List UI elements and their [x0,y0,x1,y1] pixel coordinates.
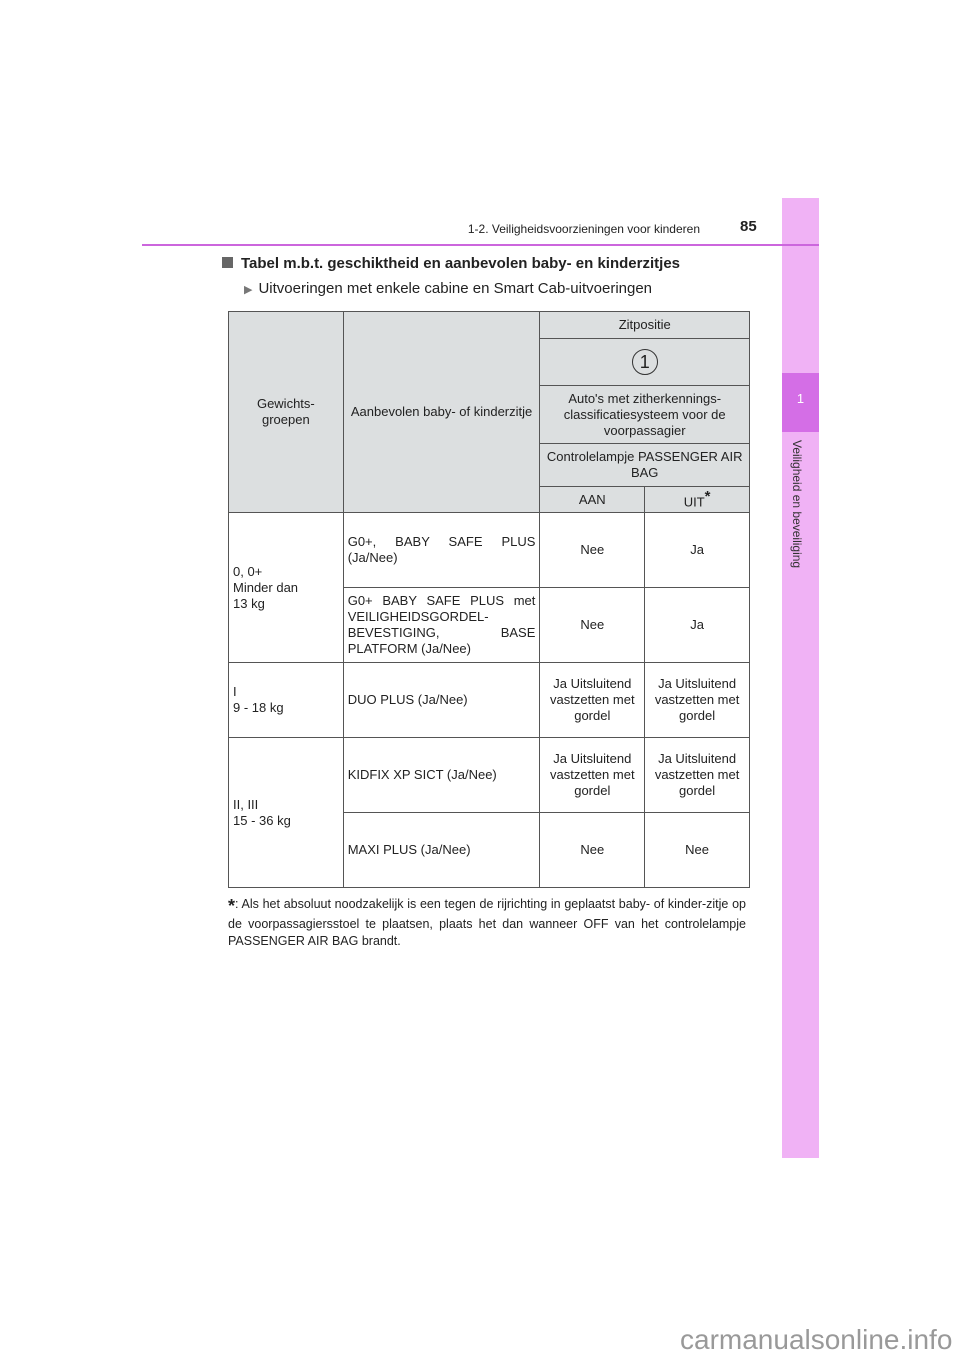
triangle-bullet-icon: ▶ [244,284,253,296]
aan-cell: Nee [540,813,645,888]
seat-cell: G0+, BABY SAFE PLUS (Ja/Nee) [343,513,540,588]
seat-cell: G0+ BABY SAFE PLUS met VEILIGHEIDSGORDEL-BEVESTIGING, BASE PLATFORM (Ja/Nee) [343,588,540,663]
subheading-text: Uitvoeringen met enkele cabine en Smart Cab-uitvoeringen [258,280,653,297]
seat-cell: MAXI PLUS (Ja/Nee) [343,813,540,888]
weight-group-line: 13 kg [233,595,265,611]
weight-group-line: 0, 0+ [233,563,263,579]
header-seat: Aanbevolen baby- of kinderzitje [343,312,540,513]
uit-cell: Ja Uitsluitend vastzetten met gordel [645,663,750,738]
heading-text: Tabel m.b.t. geschiktheid en aanbevolen baby- en kinderzitjes [241,255,680,272]
uit-cell: Ja [645,588,750,663]
weight-group-line: Minder dan [233,579,299,595]
seat-cell: KIDFIX XP SICT (Ja/Nee) [343,738,540,813]
header-position [540,339,750,386]
weight-group-line: 15 - 36 kg [233,812,291,828]
weight-group-line: II, III [233,796,259,812]
uit-cell: Ja [645,513,750,588]
chapter-label-text: Veiligheid en beveiliging [790,440,804,569]
header-classification: Auto's met zitherkennings- classificatiesysteem voor de voorpassagier [540,386,750,444]
chapter-tab: 1 [782,373,819,432]
weight-group [229,513,344,663]
watermark: carmanualsonline.info [680,1324,953,1355]
header-uit [645,487,750,513]
seat-suitability-table [228,311,750,888]
aan-cell: Ja Uitsluitend vastzetten met gordel [540,738,645,813]
position-number: 1 [632,349,658,375]
seat-cell: DUO PLUS (Ja/Nee) [343,663,540,738]
header-aan: AAN [540,487,645,513]
weight-group [229,738,344,888]
square-bullet-icon [222,257,233,268]
uit-cell: Nee [645,813,750,888]
footnote-mark: * [228,896,236,916]
uit-cell: Ja Uitsluitend vastzetten met gordel [645,738,750,813]
table-row [229,738,750,813]
weight-group-line: I [233,684,237,700]
header-rule [142,244,819,246]
aan-cell: Ja Uitsluitend vastzetten met gordel [540,663,645,738]
side-strip [782,198,819,1158]
footnote [228,896,746,951]
chapter-label [782,440,819,600]
uit-label: UIT [683,494,705,510]
asterisk-mark: * [704,488,711,505]
page-number: 85 [740,218,757,235]
header-zitpositie: Zitpositie [540,312,750,339]
weight-group-line: 9 - 18 kg [233,700,284,716]
subheading [244,280,652,297]
section-title: 1-2. Veiligheidsvoorzieningen voor kinderen [467,222,700,236]
header-weight: Gewichts- groepen [229,312,344,513]
weight-group [229,663,344,738]
table-row [229,663,750,738]
header-lamp: Controlelampje PASSENGER AIR BAG [540,444,750,487]
aan-cell: Nee [540,588,645,663]
footnote-text: : Als het absoluut noodzakelijk is een tegen de rijrichting in geplaatst baby- of kinder-zitje op de voorpassagiersstoel te plaatsen, plaats het dan wanneer OFF van het controlelampje PASSENGER AIR BAG brandt. [228,897,746,948]
aan-cell: Nee [540,513,645,588]
heading [222,255,680,272]
table-row [229,513,750,588]
